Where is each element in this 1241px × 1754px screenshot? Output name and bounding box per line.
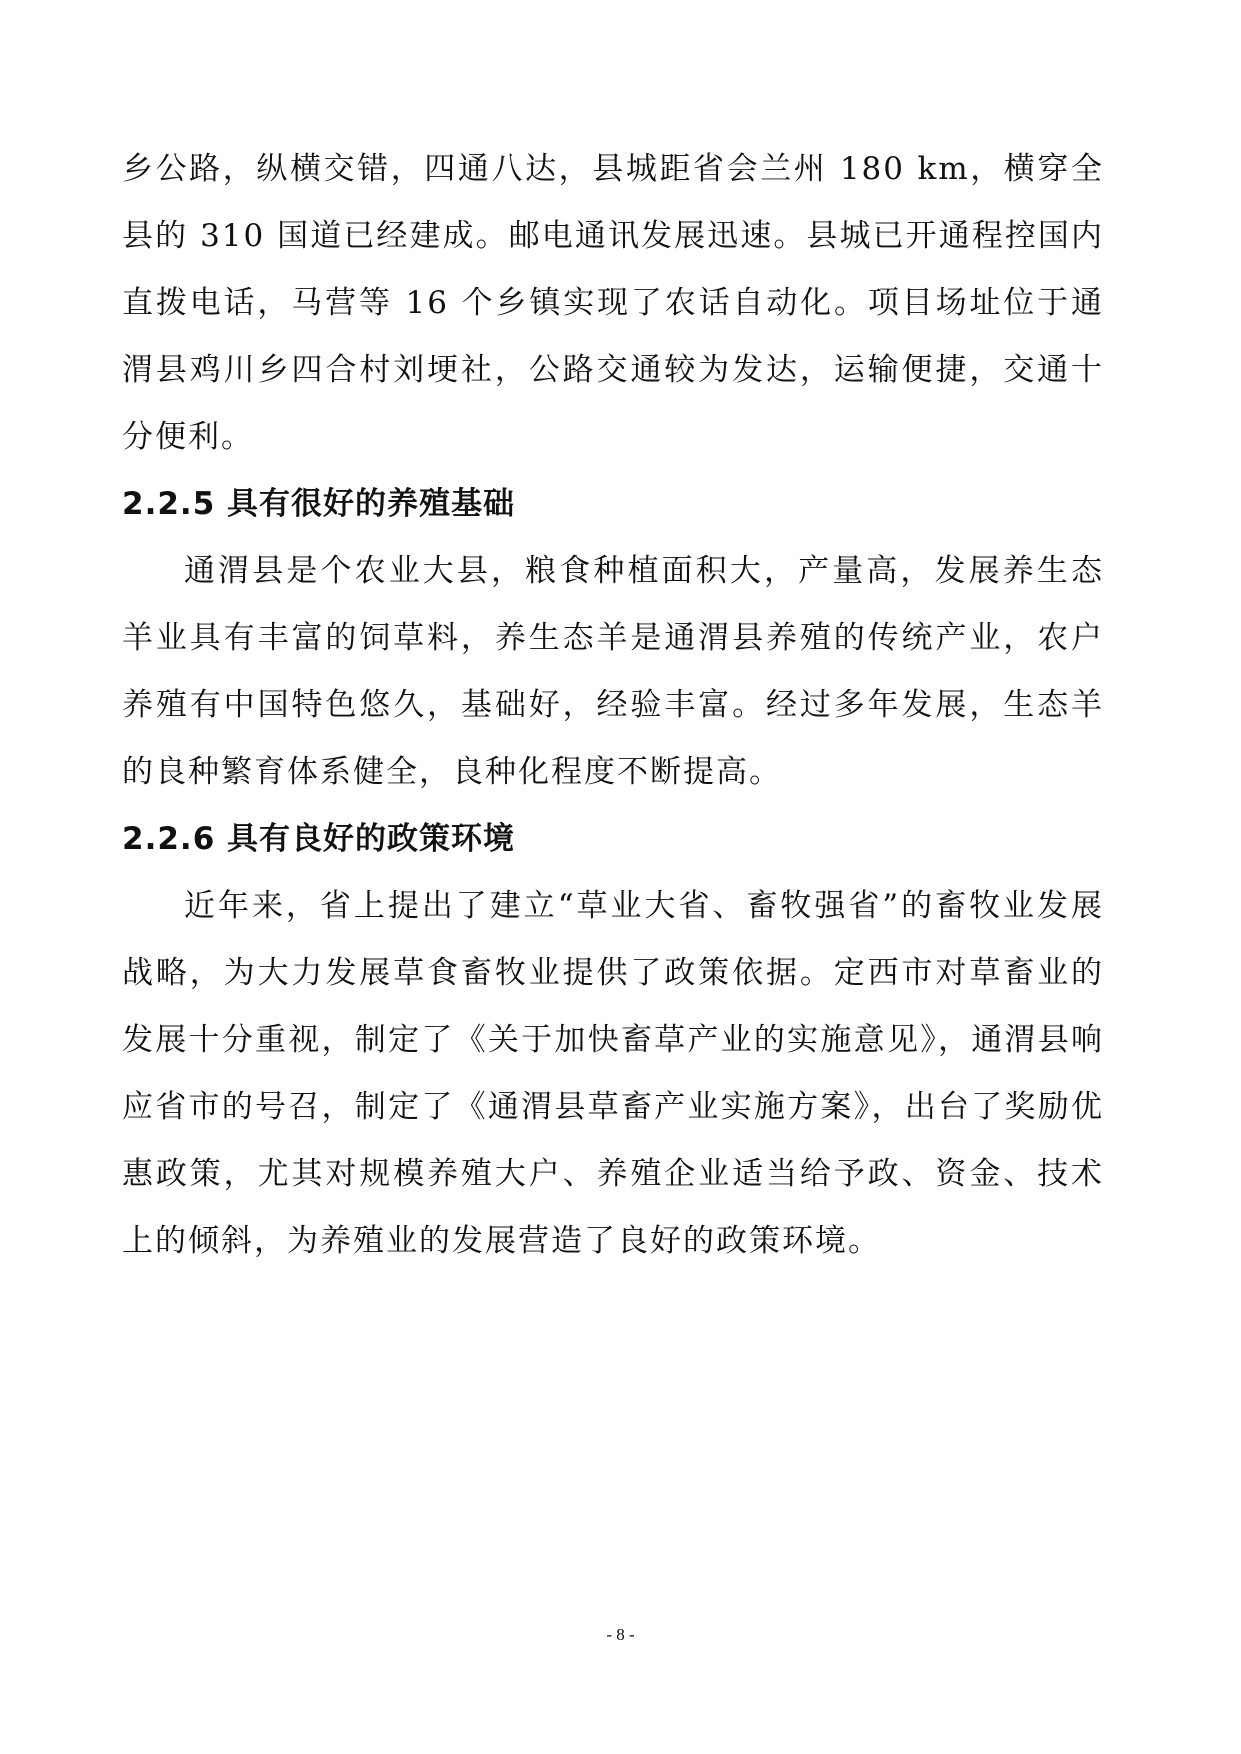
paragraph-breeding-foundation: 通渭县是个农业大县，粮食种植面积大，产量高，发展养生态羊业具有丰富的饲草料，养生态羊是通渭县养殖的传统产业，农户养殖有中国特色悠久，基础好，经验丰富。经过多年发展，生态羊的良种繁育体系健全，良种化程度不断提高。 (122, 553, 1104, 790)
document-page (122, 136, 1104, 1275)
page-number: - 8 - (606, 1625, 635, 1644)
section-heading-breeding-foundation: 2.2.5 具有很好的养殖基础 (122, 486, 516, 522)
paragraph-transport: 乡公路，纵横交错，四通八达，县城距省会兰州 180 km，横穿全县的 310 国道已经建成。邮电通讯发展迅速。县城已开通程控国内直拨电话，马营等 16 个乡镇实现了农话自动化。项目场址位于通渭县鸡川乡四合村刘埂社，公路交通较为发达，运输便捷，交通十分便利。 (122, 151, 1104, 455)
section-heading-policy-environment: 2.2.6 具有良好的政策环境 (122, 821, 516, 857)
paragraph-policy-environment: 近年来，省上提出了建立“草业大省、畜牧强省”的畜牧业发展战略，为大力发展草食畜牧业提供了政策依据。定西市对草畜业的发展十分重视，制定了《关于加快畜草产业的实施意见》，通渭县响应省市的号召，制定了《通渭县草畜产业实施方案》，出台了奖励优惠政策，尤其对规模养殖大户、养殖企业适当给予政、资金、技术上的倾斜，为养殖业的发展营造了良好的政策环境。 (122, 888, 1104, 1259)
